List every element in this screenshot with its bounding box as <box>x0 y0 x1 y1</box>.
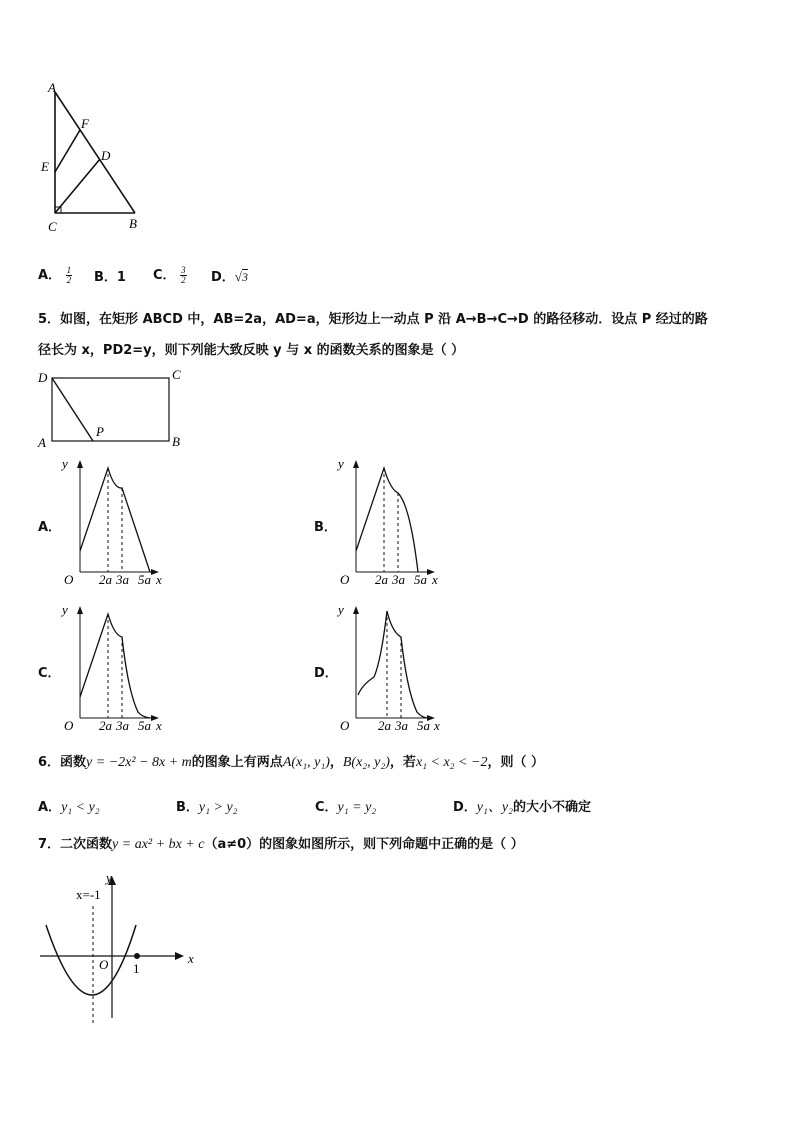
triangle-figure <box>35 80 155 240</box>
segment-dp <box>52 378 93 441</box>
svg-text:x: x <box>432 572 438 587</box>
q5-option-a-label[interactable]: A． <box>38 520 62 535</box>
curve-c <box>80 614 150 718</box>
label-e: E <box>41 159 49 174</box>
svg-text:5a: 5a <box>138 718 151 733</box>
graph-option-a <box>58 455 168 587</box>
q4-option-d[interactable]: D．√3 <box>211 269 248 285</box>
label-d: D <box>101 148 111 163</box>
svg-text:2a: 2a <box>99 572 112 587</box>
rectangle-abcd <box>52 378 169 441</box>
q6-option-b[interactable]: B．y₁ > y₂ <box>176 800 238 815</box>
rect-label-a: A <box>38 435 46 450</box>
svg-text:y: y <box>106 870 112 885</box>
parabola-curve <box>46 925 136 995</box>
q6-option-a[interactable]: A．y₁ < y₂ <box>38 800 100 815</box>
rect-label-d: D <box>38 370 48 385</box>
rect-label-b: B <box>172 434 180 449</box>
curve-d <box>358 611 427 718</box>
label-c: C <box>48 219 57 234</box>
rect-label-p: P <box>96 424 104 439</box>
svg-text:O: O <box>340 572 350 587</box>
q6-condition: x₁ < x₂ < −2 <box>415 755 488 770</box>
label-f: F <box>81 116 89 131</box>
fraction-one-half: $\frac{1}{2}$ <box>66 265 72 285</box>
svg-text:3a: 3a <box>116 572 129 587</box>
segment-cd <box>55 159 100 213</box>
svg-text:1: 1 <box>133 961 140 976</box>
q5-option-c-label[interactable]: C． <box>38 666 61 681</box>
svg-text:5a: 5a <box>417 718 430 733</box>
svg-text:y: y <box>62 456 68 471</box>
svg-text:5a: 5a <box>414 572 427 587</box>
sqrt-sign: √ <box>234 269 242 284</box>
graph-option-b <box>334 455 444 587</box>
svg-text:2a: 2a <box>375 572 388 587</box>
q4-option-a[interactable]: A． $\frac{1}{2}$ <box>38 265 72 285</box>
svg-text:y: y <box>62 602 68 617</box>
q7-text: 7．二次函数y = ax² + bx + c（a≠0）的图象如图所示，则下列命题中正确的是（ ） <box>38 837 524 852</box>
curve-a <box>80 468 150 572</box>
svg-text:3a: 3a <box>116 718 129 733</box>
q4-option-b[interactable]: B．1 <box>94 270 126 285</box>
q5-text-line1: 5．如图，在矩形 ABCD 中，AB=2a，AD=a，矩形边上一动点 P 沿 A→B→C→D 的路径移动．设点 P 经过的路 <box>38 312 708 327</box>
fraction-three-halves: $\frac{3}{2}$ <box>181 265 186 285</box>
q6-text: 6．函数y = −2x² − 8x + m的图象上有两点A(x₁, y₁)，B(x₂, y₂)，若x₁ < x₂ < −2，则（ ） <box>38 755 544 770</box>
rect-label-c: C <box>172 367 181 382</box>
x-axis-arrow-icon <box>175 952 184 960</box>
graph-option-c <box>58 601 168 733</box>
svg-text:5a: 5a <box>138 572 151 587</box>
q6-function-formula: y = −2x² − 8x + m <box>86 755 192 770</box>
svg-text:2a: 2a <box>99 718 112 733</box>
axis-of-symmetry-label: x=-1 <box>76 887 101 902</box>
svg-text:O: O <box>340 718 350 733</box>
svg-text:2a: 2a <box>378 718 391 733</box>
svg-text:O: O <box>99 957 109 972</box>
segment-ef <box>55 130 80 172</box>
q6-option-d[interactable]: D．y₁、y₂的大小不确定 <box>453 800 591 815</box>
q5-option-b-label[interactable]: B． <box>314 520 337 535</box>
q6-point-b: B(x₂, y₂) <box>342 755 390 770</box>
label-a: A <box>48 80 56 95</box>
svg-text:x: x <box>156 572 162 587</box>
label-b: B <box>129 216 137 231</box>
svg-text:x: x <box>188 951 194 966</box>
q4-option-c[interactable]: C． $\frac{3}{2}$ <box>153 265 186 285</box>
q6-point-a: A(x₁, y₁) <box>282 755 330 770</box>
svg-text:x: x <box>156 718 162 733</box>
svg-text:O: O <box>64 572 74 587</box>
point-one <box>134 953 140 959</box>
q6-option-c[interactable]: C．y₁ = y₂ <box>315 800 377 815</box>
q7-function-formula: y = ax² + bx + c <box>112 837 205 852</box>
svg-text:3a: 3a <box>392 572 405 587</box>
svg-text:O: O <box>64 718 74 733</box>
svg-text:y: y <box>338 602 344 617</box>
svg-text:x: x <box>434 718 440 733</box>
svg-text:3a: 3a <box>395 718 408 733</box>
graph-option-d <box>334 601 444 733</box>
svg-text:y: y <box>338 456 344 471</box>
q5-option-d-label[interactable]: D． <box>314 666 338 681</box>
curve-b <box>356 468 418 572</box>
q5-text-line2: 径长为 x，PD2=y，则下列能大致反映 y 与 x 的函数关系的图象是（ ） <box>38 343 465 358</box>
rectangle-figure <box>34 365 190 451</box>
parabola-figure <box>36 868 206 1030</box>
